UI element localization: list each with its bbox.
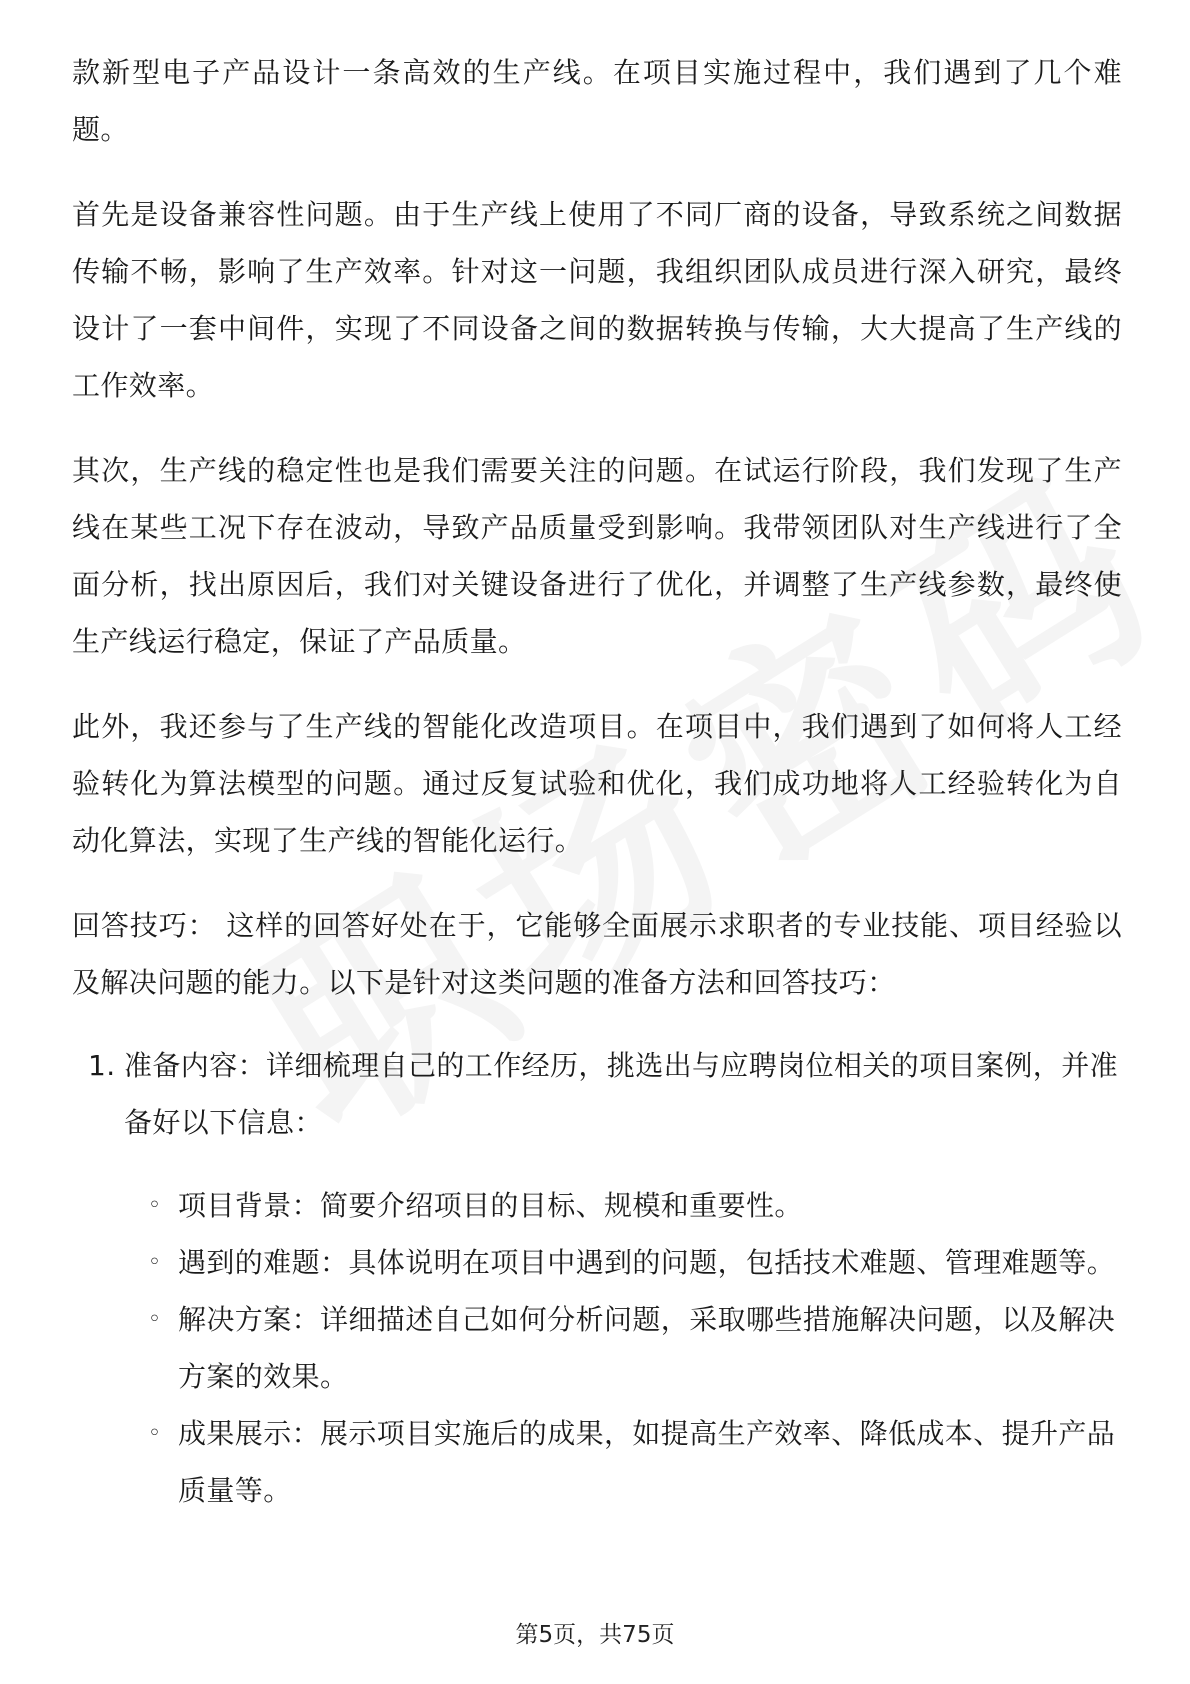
list-number: 1.: [88, 1049, 116, 1082]
bullet-text: 遇到的难题：具体说明在项目中遇到的问题，包括技术难题、管理难题等。: [178, 1246, 1116, 1279]
bullet-item: [72, 1405, 1122, 1519]
bullet-list: [72, 1177, 1122, 1519]
paragraph-compatibility: 首先是设备兼容性问题。由于生产线上使用了不同厂商的设备，导致系统之间数据传输不畅，影响了生产效率。针对这一问题，我组织团队成员进行深入研究，最终设计了一套中间件，实现了不同设备之间的数据转换与传输，大大提高了生产线的工作效率。: [72, 198, 1122, 402]
paragraph-intelligent: 此外，我还参与了生产线的智能化改造项目。在项目中，我们遇到了如何将人工经验转化为算法模型的问题。通过反复试验和优化，我们成功地将人工经验转化为自动化算法，实现了生产线的智能化运行。: [72, 710, 1122, 857]
bullet-icon: ◦: [148, 1421, 162, 1446]
bullet-item: [72, 1177, 1122, 1234]
page-content: [72, 44, 1122, 1519]
bullet-text: 成果展示：展示项目实施后的成果，如提高生产效率、降低成本、提升产品质量等。: [178, 1417, 1116, 1507]
paragraph-answer-tips: 回答技巧： 这样的回答好处在于，它能够全面展示求职者的专业技能、项目经验以及解决问题的能力。以下是针对这类问题的准备方法和回答技巧：: [72, 909, 1122, 999]
bullet-icon: ◦: [148, 1250, 162, 1275]
bullet-text: 解决方案：详细描述自己如何分析问题，采取哪些措施解决问题，以及解决方案的效果。: [178, 1303, 1116, 1393]
list-item: [72, 1037, 1122, 1151]
bullet-text: 项目背景：简要介绍项目的目标、规模和重要性。: [178, 1189, 803, 1222]
list-item-text: 准备内容：详细梳理自己的工作经历，挑选出与应聘岗位相关的项目案例，并准备好以下信息：: [124, 1049, 1119, 1139]
paragraph-stability: 其次，生产线的稳定性也是我们需要关注的问题。在试运行阶段，我们发现了生产线在某些工况下存在波动，导致产品质量受到影响。我带领团队对生产线进行了全面分析，找出原因后，我们对关键设备进行了优化，并调整了生产线参数，最终使生产线运行稳定，保证了产品质量。: [72, 454, 1122, 658]
bullet-icon: ◦: [148, 1193, 162, 1218]
ordered-list: [72, 1037, 1122, 1151]
bullet-item: [72, 1234, 1122, 1291]
bullet-item: [72, 1291, 1122, 1405]
paragraph-intro: 款新型电子产品设计一条高效的生产线。在项目实施过程中，我们遇到了几个难题。: [72, 56, 1122, 146]
bullet-icon: ◦: [148, 1307, 162, 1332]
page-footer: 第5页，共75页: [515, 1622, 675, 1648]
